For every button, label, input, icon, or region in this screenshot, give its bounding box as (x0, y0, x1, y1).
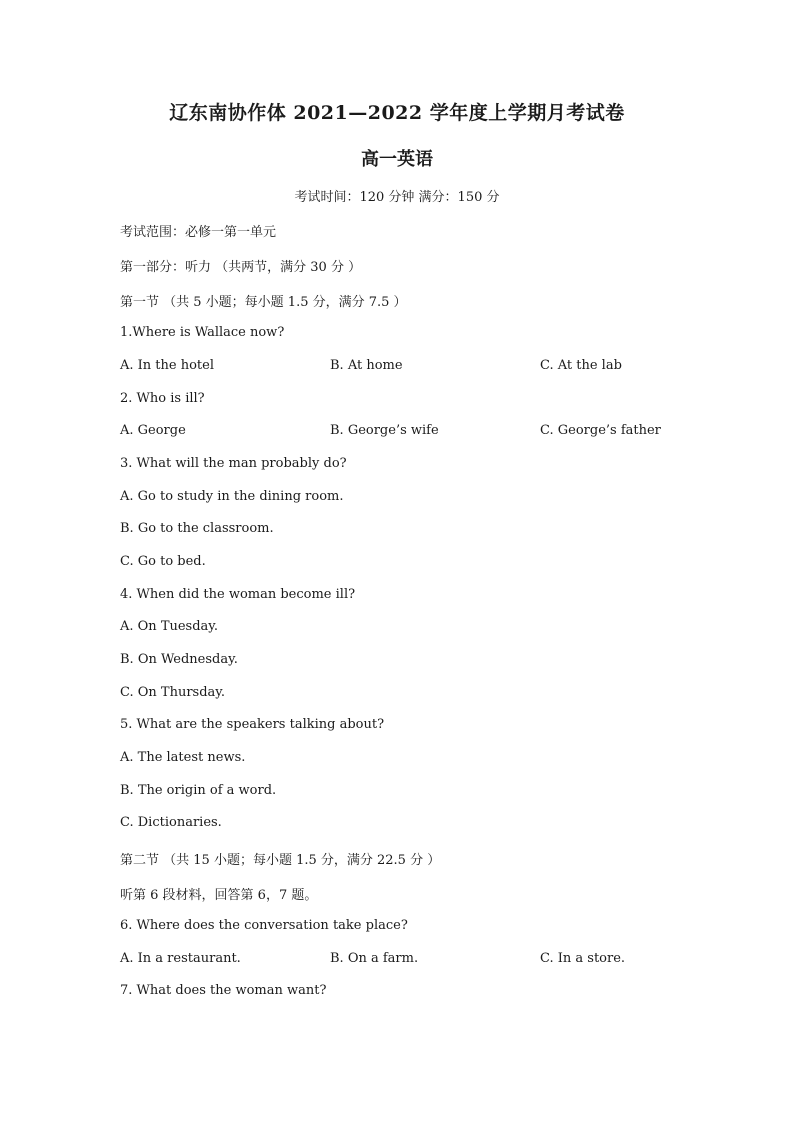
section-heading: 第一节 （共 5 小题；每小题 1.5 分，满分 7.5 ） (120, 295, 407, 310)
exam-title: 辽东南协作体 2021—2022 学年度上学期月考试卷 (169, 102, 625, 124)
q1-option-b: B. At home (330, 358, 403, 373)
question-6: 6. Where does the conversation take place? (120, 918, 408, 933)
q6-option-c: C. In a store. (540, 951, 626, 966)
question-7: 7. What does the woman want? (120, 983, 327, 998)
exam-info: 考试时间：120 分钟 满分：150 分 (294, 190, 500, 205)
section-2-heading: 第二节 （共 15 小题；每小题 1.5 分，满分 22.5 分 ） (120, 853, 441, 868)
q1-option-c: C. At the lab (540, 358, 622, 373)
q3-option-c: C. Go to bed. (120, 554, 206, 569)
question-1: 1.Where is Wallace now? (120, 325, 285, 340)
q4-option-c: C. On Thursday. (120, 685, 226, 700)
part-heading: 第一部分：听力 （共两节，满分 30 分 ） (120, 260, 362, 275)
section-2-instruction: 听第 6 段材料，回答第 6，7 题。 (120, 888, 318, 903)
subject-title: 高一英语 (361, 149, 433, 170)
q3-option-b: B. Go to the classroom. (120, 521, 274, 536)
q2-option-a: A. George (120, 423, 186, 438)
exam-scope: 考试范围：必修一第一单元 (120, 225, 277, 240)
q2-option-c: C. George’s father (540, 423, 661, 438)
q5-option-b: B. The origin of a word. (120, 783, 277, 798)
q4-option-a: A. On Tuesday. (120, 619, 219, 634)
question-5: 5. What are the speakers talking about? (120, 717, 385, 732)
q6-option-b: B. On a farm. (330, 951, 419, 966)
question-4: 4. When did the woman become ill? (120, 587, 356, 602)
q2-option-b: B. George’s wife (330, 423, 439, 438)
q1-option-a: A. In the hotel (120, 358, 214, 373)
question-3: 3. What will the man probably do? (120, 456, 347, 471)
q4-option-b: B. On Wednesday. (120, 652, 238, 667)
question-2: 2. Who is ill? (120, 391, 205, 406)
q6-option-a: A. In a restaurant. (120, 951, 241, 966)
q5-option-c: C. Dictionaries. (120, 815, 222, 830)
q3-option-a: A. Go to study in the dining room. (120, 489, 344, 504)
q5-option-a: A. The latest news. (120, 750, 246, 765)
